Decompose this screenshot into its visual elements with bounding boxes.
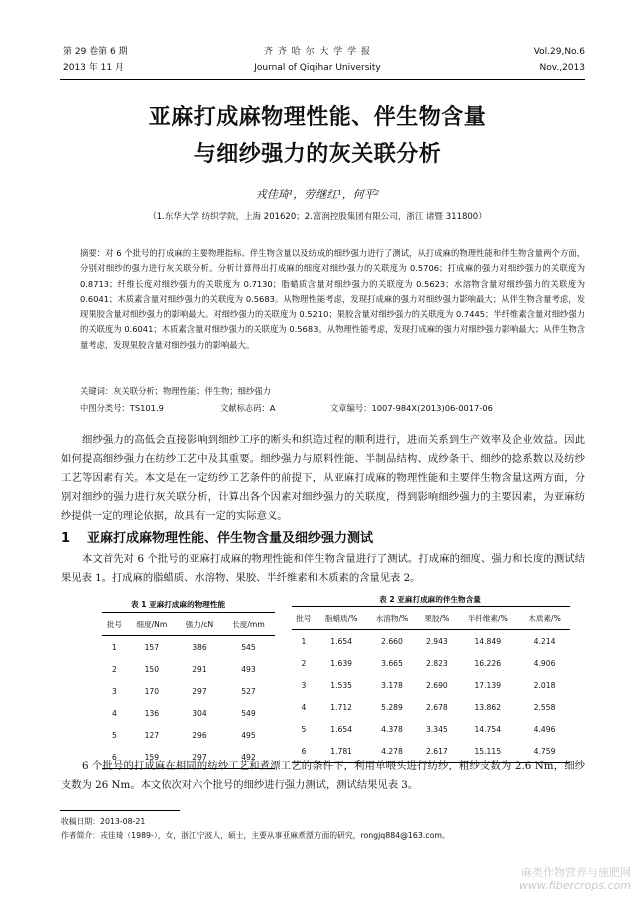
table1-row bbox=[102, 702, 275, 724]
table2-cell: 3.178 bbox=[381, 680, 403, 690]
section-heading bbox=[61, 527, 373, 546]
volume-cn: 第 29 卷第 6 期 bbox=[63, 47, 128, 57]
table2-header-cell: 脂蜡质/% bbox=[316, 607, 367, 630]
table2-cell: 15.115 bbox=[474, 746, 502, 756]
table2-cell: 5.289 bbox=[381, 702, 403, 712]
journal-name-en: Journal of Qiqihar University bbox=[254, 63, 381, 73]
table2-cell: 4.906 bbox=[533, 658, 556, 668]
table2-cell: 4.378 bbox=[381, 724, 403, 734]
table1-cell: 2 bbox=[111, 664, 117, 674]
table1-row bbox=[102, 636, 275, 659]
table2-header-cell: 批号 bbox=[292, 607, 316, 630]
paper-title-line1: 亚麻打成麻物理性能、伴生物含量 bbox=[148, 105, 487, 130]
table1-row bbox=[102, 658, 275, 680]
table1-row bbox=[102, 724, 275, 746]
table2-cell: 1.535 bbox=[330, 680, 353, 690]
table2-cell: 1.639 bbox=[330, 658, 353, 668]
table1-cell: 495 bbox=[241, 730, 256, 740]
table2-row bbox=[292, 674, 570, 696]
table1-cell: 4 bbox=[111, 708, 117, 718]
table2-cell: 13.862 bbox=[474, 702, 502, 712]
table2-cell: 16.226 bbox=[474, 658, 502, 668]
table1-cell: 157 bbox=[144, 642, 160, 652]
table1-cell: 5 bbox=[111, 730, 117, 740]
table1-cell: 304 bbox=[192, 708, 207, 718]
table1-cell: 493 bbox=[241, 664, 256, 674]
table2-cell: 2.018 bbox=[533, 680, 556, 690]
section1-paragraph: 本文首先对 6 个批号的亚麻打成麻的物理性能和伴生物含量进行了测试。打成麻的细度、强力和长度的测试结果见表 1。打成麻的脂蜡质、水溶物、果胶、半纤维素和木质素的含量见表 2。 bbox=[61, 553, 585, 584]
table1-cell: 159 bbox=[144, 752, 160, 762]
table2-cell: 4.278 bbox=[381, 746, 403, 756]
table2-caption: 表 2 亚麻打成麻的伴生物含量 bbox=[379, 595, 481, 604]
table2-cell: 6 bbox=[301, 746, 307, 756]
table1-header-cell: 细度/Nm bbox=[127, 613, 177, 636]
table1-cell: 127 bbox=[144, 730, 160, 740]
table2-row bbox=[292, 652, 570, 674]
table1-cell: 3 bbox=[111, 686, 117, 696]
table2-cell: 2.558 bbox=[533, 702, 556, 712]
table2-cell: 3.345 bbox=[426, 724, 448, 734]
watermark-cn: 麻类作物营养与施肥网 bbox=[521, 866, 631, 879]
journal-name-cn: 齐 齐 哈 尔 大 学 学 报 bbox=[263, 47, 372, 57]
table2-cell: 17.139 bbox=[474, 680, 502, 690]
intro-paragraph: 细纱强力的高低会直接影响到细纱工序的断头和织造过程的顺利进行，进而关系到生产效率及企业效益。因此如何提高细纱强力在纺纱工艺中及其重要。细纱强力与原料性能、半制品结构、成纱条干、细纱的捻系数以及纺纱工艺等因素有关。本文是在一定纺纱工艺条件的前提下，从亚麻打成麻的物理性能和主要伴生物含量这两方面，分别对细纱的强力进行灰关联分析，计算出各个因素对细纱强力的关联度，得到影响细纱强力的主要因素，为亚麻纺纱提供一定的理论依据，故具有一定的实际意义。 bbox=[61, 434, 585, 522]
table2-cell: 1.654 bbox=[330, 724, 353, 734]
watermark-url: www.fibercrops.com bbox=[518, 879, 631, 892]
footnote-rule bbox=[60, 810, 180, 811]
table2 bbox=[292, 606, 570, 763]
table1-cell: 549 bbox=[241, 708, 256, 718]
table2-cell: 2.617 bbox=[426, 746, 448, 756]
table2-row bbox=[292, 630, 570, 653]
date-en: Nov.,2013 bbox=[539, 63, 585, 73]
table1-cell: 136 bbox=[144, 708, 160, 718]
date-cn: 2013 年 11 月 bbox=[63, 63, 124, 73]
table1-header-cell: 长度/mm bbox=[222, 613, 275, 636]
table2-cell: 3 bbox=[301, 680, 307, 690]
received-date: 收稿日期：2013-08-21 bbox=[61, 817, 146, 826]
table1-cell: 296 bbox=[192, 730, 207, 740]
volume-en: Vol.29,No.6 bbox=[533, 47, 585, 57]
table1-caption: 表 1 亚麻打成麻的物理性能 bbox=[130, 600, 226, 609]
article-number: 文章编号：1007-984X(2013)06-0017-06 bbox=[330, 403, 493, 413]
table2-header-cell: 木质素/% bbox=[519, 607, 570, 630]
table2-header-cell: 水溶物/% bbox=[367, 607, 418, 630]
table2-cell: 4.496 bbox=[533, 724, 556, 734]
table2-cell: 1 bbox=[301, 636, 307, 646]
keywords: 关键词：灰关联分析；物理性能；伴生物；细纱强力 bbox=[80, 386, 271, 396]
table1-header-cell: 批号 bbox=[102, 613, 127, 636]
table2-cell: 14.849 bbox=[474, 636, 502, 646]
table1-cell: 527 bbox=[241, 686, 256, 696]
table2-header-cell: 半纤维素/% bbox=[456, 607, 519, 630]
author-bio: 作者简介：戎佳琦（1989-），女，浙江宁波人，硕士，主要从事亚麻煮漂方面的研究，rongjq884@163.com。 bbox=[61, 831, 450, 840]
table2-cell: 1.654 bbox=[330, 636, 353, 646]
authors: 戎佳琦¹，劳继红¹，何平² bbox=[255, 188, 380, 201]
table1-cell: 492 bbox=[241, 752, 256, 762]
table2-cell: 1.781 bbox=[330, 746, 353, 756]
table2-cell: 4.214 bbox=[533, 636, 556, 646]
table2-cell: 4 bbox=[301, 702, 307, 712]
table1-cell: 545 bbox=[241, 642, 256, 652]
spinning-paragraph: 6 个批号的打成麻在相同的纺纱工艺和煮漂工艺的条件下，利用单喂头进行纺纱，粗纱支数为 2.6 Nm，细纱支数为 26 Nm。本文依次对六个批号的细纱进行强力测试，测试结果见表 3。 bbox=[61, 760, 585, 791]
table2-cell: 2 bbox=[301, 658, 307, 668]
table2-cell: 3.665 bbox=[381, 658, 403, 668]
table1-cell: 291 bbox=[192, 664, 207, 674]
table2-row bbox=[292, 696, 570, 718]
table1-cell: 297 bbox=[192, 752, 207, 762]
table2-cell: 2.943 bbox=[426, 636, 448, 646]
table2-row bbox=[292, 718, 570, 740]
table2-cell: 2.823 bbox=[426, 658, 448, 668]
table2-cell: 5 bbox=[301, 724, 307, 734]
table1-header-cell: 强力/cN bbox=[177, 613, 222, 636]
table1-cell: 386 bbox=[192, 642, 207, 652]
affiliation: （1.东华大学 纺织学院，上海 201620；2.富润控股集团有限公司，浙江 诸暨 311800） bbox=[148, 212, 487, 222]
table1-cell: 170 bbox=[144, 686, 160, 696]
table2-cell: 1.712 bbox=[330, 702, 353, 712]
table2-cell: 4.759 bbox=[533, 746, 556, 756]
document-code: 文献标志码：A bbox=[220, 403, 276, 413]
section-title: 亚麻打成麻物理性能、伴生物含量及细纱强力测试 bbox=[87, 531, 374, 546]
table2-cell: 2.678 bbox=[426, 702, 448, 712]
table1-cell: 150 bbox=[144, 664, 160, 674]
abstract: 摘要：对 6 个批号的打成麻的主要物理指标、伴生物含量以及纺成的细纱强力进行了测试，从打成麻的物理性能和伴生物含量两个方面，分别对细纱的强力进行灰关联分析。分析计算得出打成麻的细度对细纱强力的关联度为 0.5706；打成麻的强力对细纱强力的关联度为 0.8713；纤维长度对细纱强力的关联度为 0.7130；脂蜡质含量对细纱强力的关联度为 0.5623；水溶物含量对细纱强力的关联度为 0.6041；木质素含量对细纱强力的关联度为 0.5683。从物理性能考虑，发现打成麻的强力对细纱强力影响最大；从伴生物含量考虑，发现果胶含量对细纱强力的影响最大。对细纱强力的关联度为 0.5210；果胶含量对细纱强力的关联度为 0.7445；半纤维素含量对细纱强力的关联度为 0.6041；木质素含量对细纱强力的关联度为 0.5683。从物理性能考虑，发现打成麻的强力对细纱强力影响最大；从伴生物含量考虑，发现果胶含量对细纱强力的影响最大。 bbox=[80, 248, 585, 350]
table1-cell: 297 bbox=[192, 686, 207, 696]
table2-cell: 2.690 bbox=[426, 680, 448, 690]
table2-cell: 2.660 bbox=[381, 636, 403, 646]
paper-title-line2: 与细纱强力的灰关联分析 bbox=[193, 142, 442, 167]
table2-header-cell: 果胶/% bbox=[417, 607, 456, 630]
table1-cell: 6 bbox=[111, 752, 117, 762]
table1-row bbox=[102, 680, 275, 702]
section-number: 1 bbox=[61, 531, 71, 546]
header-rule bbox=[60, 79, 585, 80]
table2-cell: 14.754 bbox=[474, 724, 502, 734]
table1-cell: 1 bbox=[111, 642, 117, 652]
table1 bbox=[102, 612, 275, 769]
clc-number: 中图分类号：TS101.9 bbox=[80, 403, 164, 413]
